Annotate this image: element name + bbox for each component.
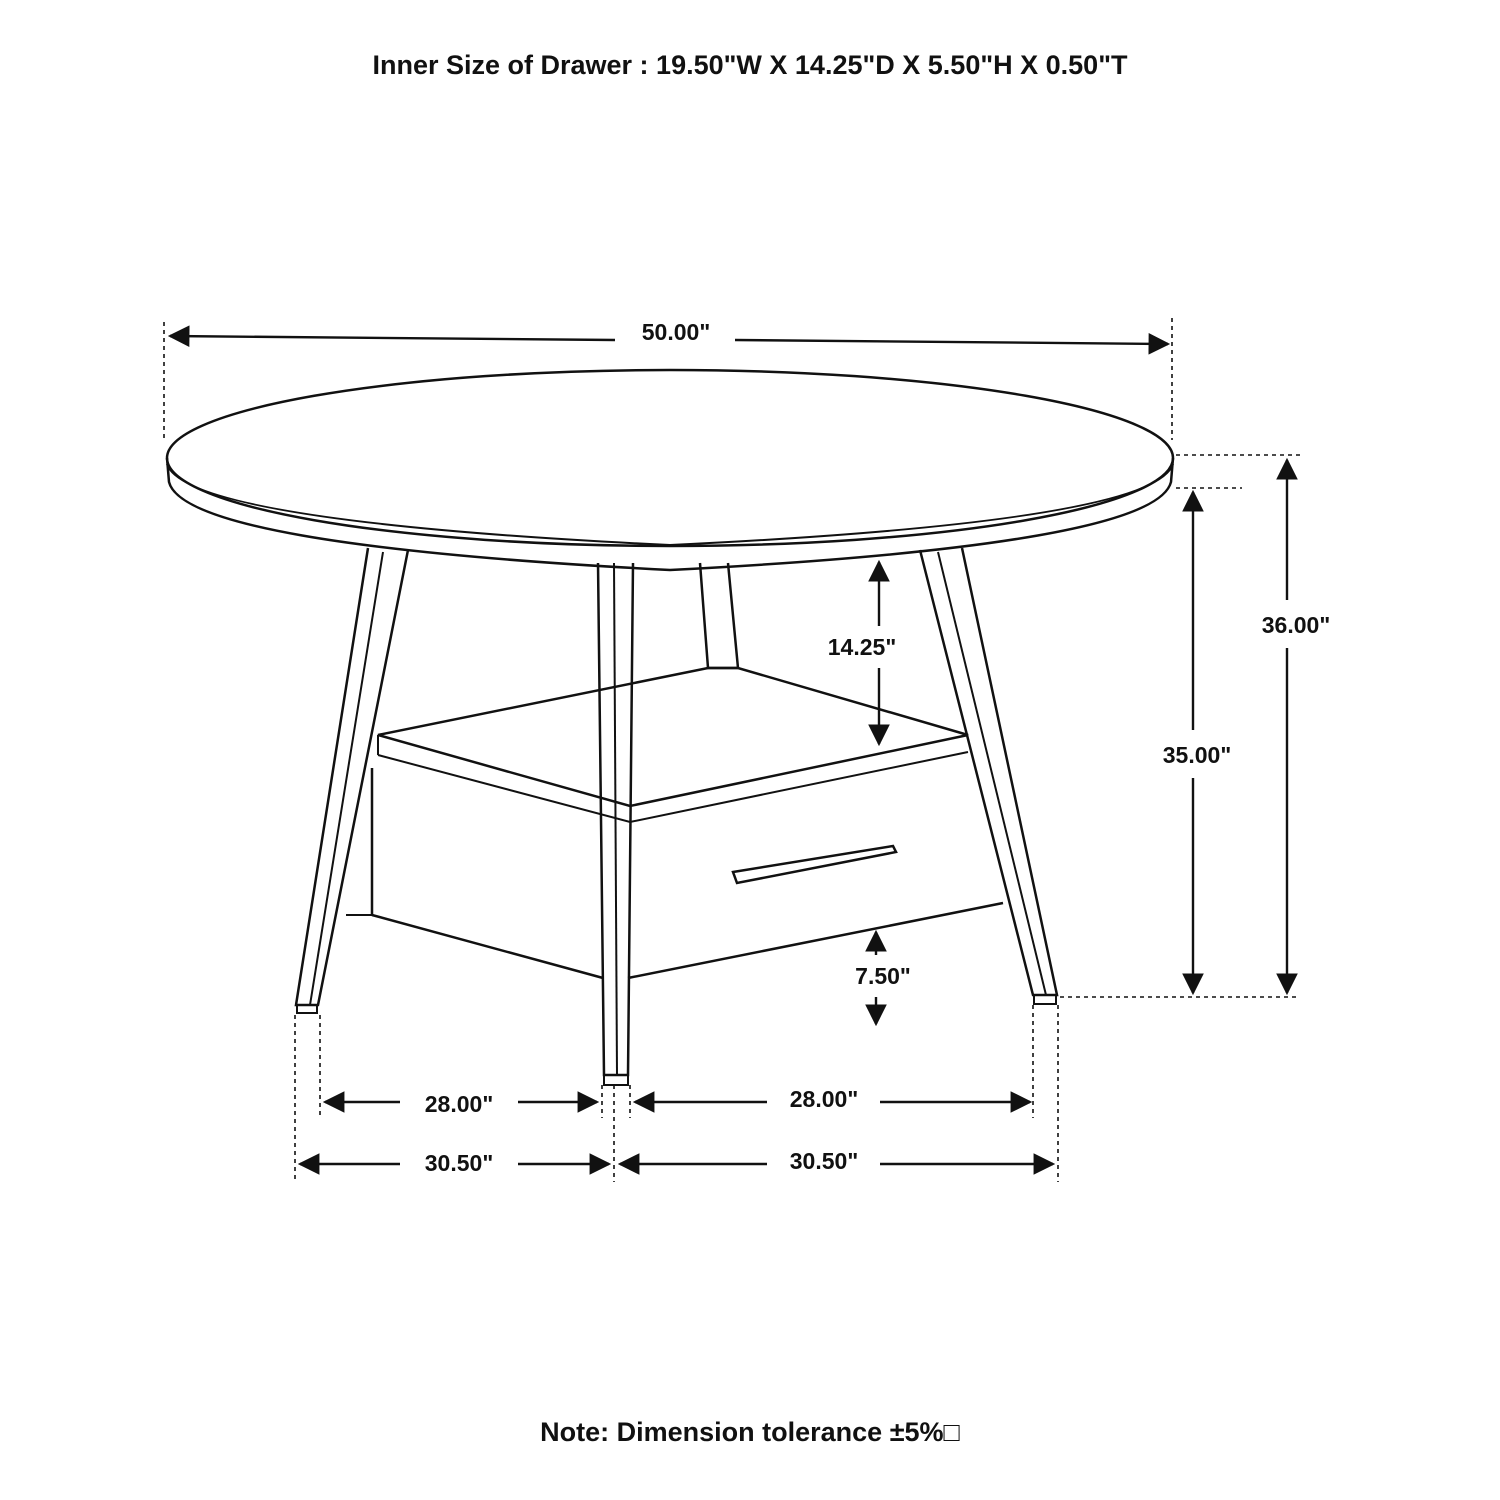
drawer-handle	[733, 846, 896, 883]
right-leg-bevel	[938, 552, 1046, 995]
dimension-tolerance-note: Note: Dimension tolerance ±5%□	[540, 1417, 960, 1447]
dim-outer-span-left: 30.50"	[424, 1150, 494, 1176]
dimension-arrows	[170, 336, 1287, 1164]
drawer-inner-size-title: Inner Size of Drawer : 19.50"W X 14.25"D X 5.50"H X 0.50"T	[372, 50, 1128, 80]
dim-apron-height: 35.00"	[1162, 742, 1232, 768]
left-leg	[296, 548, 408, 1005]
drawer-box-bottom-left	[372, 915, 603, 978]
right-leg-foot	[1034, 995, 1056, 1004]
right-leg	[920, 548, 1057, 995]
back-leg	[700, 563, 738, 668]
table-illustration	[167, 370, 1173, 1085]
tabletop-edge-inner	[167, 464, 1173, 545]
drawer-box-bottom-right	[628, 903, 1003, 978]
dim-inner-span-left: 28.00"	[424, 1091, 494, 1117]
dim-shelf-clearance: 14.25"	[827, 634, 897, 660]
dim-floor-clearance: 7.50"	[855, 963, 911, 989]
extension-lines	[164, 318, 1300, 1182]
dim-outer-span-right: 30.50"	[789, 1148, 859, 1174]
dim-overall-height: 36.00"	[1261, 612, 1331, 638]
front-leg-foot	[604, 1075, 628, 1085]
dim-top-width: 50.00"	[641, 319, 711, 345]
tabletop-edge	[167, 458, 1173, 570]
dim-inner-span-right: 28.00"	[789, 1086, 859, 1112]
tabletop-surface	[167, 370, 1173, 546]
shelf-front-edge	[378, 752, 968, 822]
